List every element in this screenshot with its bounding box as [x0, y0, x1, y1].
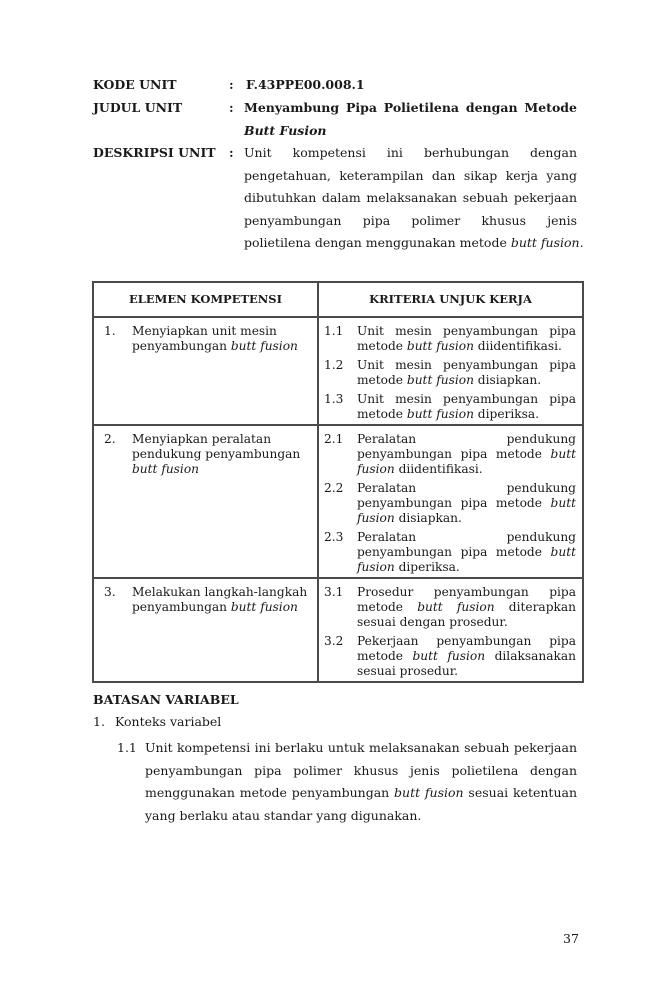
element-text-main: Melakukan langkah-langkah penyambungan [132, 585, 308, 614]
deskripsi-line: Unit kompetensi ini berhubungan dengan [244, 145, 577, 160]
criteria-item [319, 426, 582, 479]
element-cell [93, 578, 318, 682]
deskripsi-line [244, 232, 584, 255]
criteria-item [319, 392, 582, 424]
subitem-italic: butt fusion [394, 785, 464, 800]
subitem-text [145, 737, 577, 827]
deskripsi-italic: butt fusion. [510, 235, 584, 250]
criteria-text: Peralatan pendukung penyambungan pipa metode [357, 432, 576, 461]
criteria-number: 1.1 [324, 324, 344, 338]
deskripsi-unit-colon: : [229, 145, 234, 160]
criteria-text-end: diidentifikasi. [473, 339, 562, 353]
criteria-item [319, 358, 582, 390]
subitem-text-end: sesuai ketentuan yang berlaku atau standar yang digunakan. [145, 785, 577, 823]
criteria-number: 3.1 [324, 585, 344, 599]
criteria-italic: butt fusion [357, 545, 576, 574]
competency-table [92, 281, 584, 683]
list-text: Konteks variabel [115, 714, 222, 729]
deskripsi-unit-value [244, 142, 584, 255]
criteria-cell [318, 317, 583, 425]
judul-unit-colon: : [229, 100, 234, 115]
criteria-number: 2.3 [324, 530, 344, 544]
list-number: 1. [93, 714, 105, 729]
judul-unit-value [244, 97, 577, 142]
kode-unit-colon: : [229, 77, 234, 92]
criteria-text-end: diperiksa. [394, 560, 460, 574]
criteria-italic: butt fusion [412, 649, 486, 663]
criteria-text: Prosedur penyambungan pipa metode [357, 585, 576, 614]
deskripsi-line: dibutuhkan dalam melaksanakan sebuah pekerjaan [244, 190, 577, 205]
table-row [93, 578, 583, 682]
criteria-item [319, 634, 582, 681]
criteria-text: Unit mesin penyambungan pipa metode [357, 392, 576, 421]
element-text-italic: butt fusion [230, 339, 298, 353]
criteria-text: Unit mesin penyambungan pipa metode [357, 324, 576, 353]
criteria-italic: butt fusion [417, 600, 495, 614]
header-elemen-kompetensi: ELEMEN KOMPETENSI [93, 282, 318, 317]
criteria-text: Peralatan pendukung penyambungan pipa metode [357, 530, 576, 559]
criteria-cell [318, 425, 583, 578]
element-cell [93, 317, 318, 425]
criteria-italic: butt fusion [406, 407, 474, 421]
criteria-text: Pekerjaan penyambungan pipa metode [357, 634, 576, 663]
judul-unit-label: JUDUL UNIT [93, 100, 183, 115]
element-text [132, 324, 313, 354]
judul-unit-line-1: Menyambung Pipa Polietilena dengan Metode [244, 100, 577, 115]
criteria-number: 2.2 [324, 481, 344, 495]
criteria-italic: butt fusion [406, 373, 474, 387]
table-row [93, 317, 583, 425]
element-number: 2. [104, 432, 116, 446]
criteria-cell [318, 578, 583, 682]
element-text-italic: butt fusion [230, 600, 298, 614]
criteria-number: 1.2 [324, 358, 344, 372]
element-text-italic: butt fusion [132, 462, 200, 476]
element-number: 3. [104, 585, 116, 599]
deskripsi-unit-label: DESKRIPSI UNIT [93, 145, 216, 160]
criteria-italic: butt fusion [357, 496, 576, 525]
deskripsi-last-text: polietilena dengan menggunakan metode [244, 235, 511, 250]
deskripsi-line: penyambungan pipa polimer khusus jenis [244, 212, 577, 228]
page-number: 37 [563, 931, 579, 946]
criteria-text-end: diidentifikasi. [394, 462, 483, 476]
element-number: 1. [104, 324, 116, 338]
table-header-row [93, 282, 583, 317]
criteria-item [319, 530, 582, 577]
element-cell [93, 425, 318, 578]
criteria-item [319, 579, 582, 632]
element-text-main: Menyiapkan peralatan pendukung penyambungan [132, 432, 301, 461]
judul-unit-line-2: Butt Fusion [244, 122, 327, 138]
subitem-number: 1.1 [117, 740, 137, 755]
criteria-item [319, 318, 582, 356]
criteria-text-end: disiapkan. [473, 373, 542, 387]
batasan-variabel-title: BATASAN VARIABEL [93, 692, 239, 707]
criteria-italic: butt fusion [406, 339, 474, 353]
criteria-number: 3.2 [324, 634, 344, 648]
element-text [132, 432, 313, 477]
table-row [93, 425, 583, 578]
element-text [132, 585, 313, 615]
criteria-text-end: diterapkan sesuai dengan prosedur. [357, 600, 576, 629]
criteria-italic: butt fusion [357, 447, 576, 476]
criteria-text: Peralatan pendukung penyambungan pipa metode [357, 481, 576, 510]
element-text-main: Menyiapkan unit mesin penyambungan [132, 324, 277, 353]
criteria-number: 2.1 [324, 432, 344, 446]
header-kriteria-unjuk-kerja: KRITERIA UNJUK KERJA [318, 282, 583, 317]
konteks-variabel-subitem [117, 737, 577, 827]
deskripsi-line: pengetahuan, keterampilan dan sikap kerja yang [244, 167, 577, 183]
criteria-text-end: diperiksa. [473, 407, 540, 421]
criteria-text-end: disiapkan. [394, 511, 462, 525]
criteria-text-end: dilaksanakan sesuai prosedur. [357, 649, 576, 678]
kode-unit-label: KODE UNIT [93, 77, 177, 92]
kode-unit-value: F.43PPE00.008.1 [246, 77, 365, 92]
criteria-number: 1.3 [324, 392, 344, 406]
subitem-text-main: Unit kompetensi ini berlaku untuk melaksanakan sebuah pekerjaan penyambungan pipa polimer khusus jenis polietilena dengan menggunakan metode penyambungan [145, 740, 577, 800]
criteria-text: Unit mesin penyambungan pipa metode [357, 358, 576, 387]
criteria-item [319, 481, 582, 528]
